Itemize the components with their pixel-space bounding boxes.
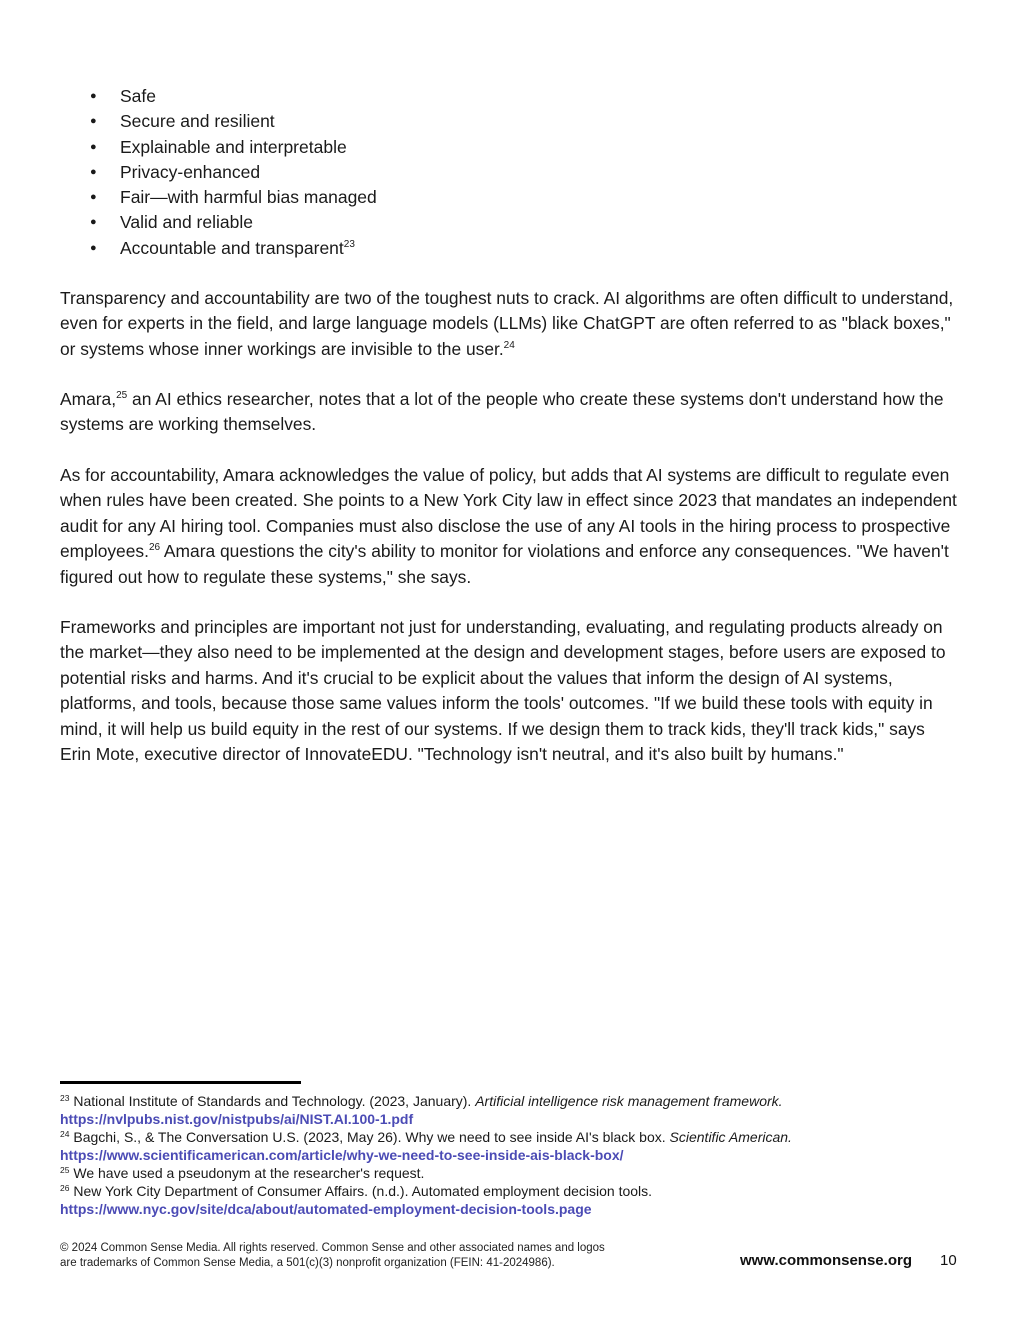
footnote-26: $^{26}$ New York City Department of Consumer Affairs. (n.d.). Automated employment decision tools. xyxy=(60,1183,653,1199)
list-item: ● Valid and reliable xyxy=(90,210,377,235)
footnote-ref[interactable]: 24 xyxy=(503,339,515,351)
list-item: ● Safe xyxy=(90,84,377,109)
footnote-24: $^{24}$ Bagchi, S., & The Conversation U.S. (2023, May 26). Why we need to see inside AI's black box. Scientific American. xyxy=(60,1129,792,1145)
footnote-ref[interactable]: 26 xyxy=(148,542,161,554)
footnote-ref[interactable]: 25 xyxy=(116,390,128,401)
paragraph-accountability: As for accountability, Amara acknowledges the value of policy, but adds that AI systems are difficult to regulate even when rules have been created. She points to a New York City law in effect since 2023 that mandates an independent audit for any AI hiring tool. Companies must also disclose the use of any AI tools in the hiring process to prospective employees.$^{26}$ Amara questions the city's ability to monitor for violations and enforce any consequences. "We haven't figured out how to regulate these systems," she says. xyxy=(60,465,957,587)
paragraph-transparency: Transparency and accountability are two of the toughest nuts to crack. AI algorithms are often difficult to understand, even for experts in the field, and large language models (LLMs) like ChatGPT are often referred to as "black boxes," or systems whose inner workings are invisible to the user.$^{24}$ xyxy=(60,288,954,359)
site-link[interactable]: www.commonsense.org xyxy=(740,1252,912,1269)
footnote-link[interactable]: https://nvlpubs.nist.gov/nistpubs/ai/NIST.AI.100-1.pdf xyxy=(60,1111,414,1127)
list-item: ● Explainable and interpretable xyxy=(90,135,377,160)
list-item: ● Accountable and transparent$^{23}$ xyxy=(90,236,377,261)
page-number: 10 xyxy=(940,1252,957,1269)
footnote-link[interactable]: https://www.scientificamerican.com/article/why-we-need-to-see-inside-ais-black-box/ xyxy=(60,1147,624,1163)
list-item: ● Privacy-enhanced xyxy=(90,160,377,185)
footnote-25: $^{25}$ We have used a pseudonym at the researcher's request. xyxy=(60,1165,425,1181)
footnotes xyxy=(60,1092,960,1218)
list-item: ● Fair—with harmful bias managed xyxy=(90,185,377,210)
footnote-divider xyxy=(60,1081,301,1084)
principles-list xyxy=(90,84,377,261)
paragraph-frameworks: Frameworks and principles are important not just for understanding, evaluating, and regulating products already on the market—they also need to be implemented at the design and development stages, before users are exposed to potential risks and harms. And it's crucial to be explicit about the values that inform the design of AI systems, platforms, and tools, because those same values inform the tools' outcomes. "If we build these tools with equity in mind, it will help us build equity in the rest of our systems. If we design them to track kids, they'll track kids," says Erin Mote, executive director of InnovateEDU. "Technology isn't neutral, and it's also built by humans." xyxy=(60,617,946,765)
footnote-link[interactable]: https://www.nyc.gov/site/dca/about/automated-employment-decision-tools.page xyxy=(60,1201,592,1217)
footnote-23: $^{23}$ National Institute of Standards and Technology. (2023, January). Artificial intelligence risk management framework. xyxy=(60,1093,783,1109)
paragraph-amara: Amara,$^{25}$ an AI ethics researcher, notes that a lot of the people who create these systems don't understand how the systems are working themselves. xyxy=(60,389,944,435)
copyright-notice: © 2024 Common Sense Media. All rights reserved. Common Sense and other associated names and logos are trademarks of Common Sense Media, a 501(c)(3) nonprofit organization (FEIN: 41-2024986). xyxy=(60,1242,605,1269)
footnote-ref[interactable]: 23 xyxy=(343,238,355,250)
list-item: ● Secure and resilient xyxy=(90,109,377,134)
